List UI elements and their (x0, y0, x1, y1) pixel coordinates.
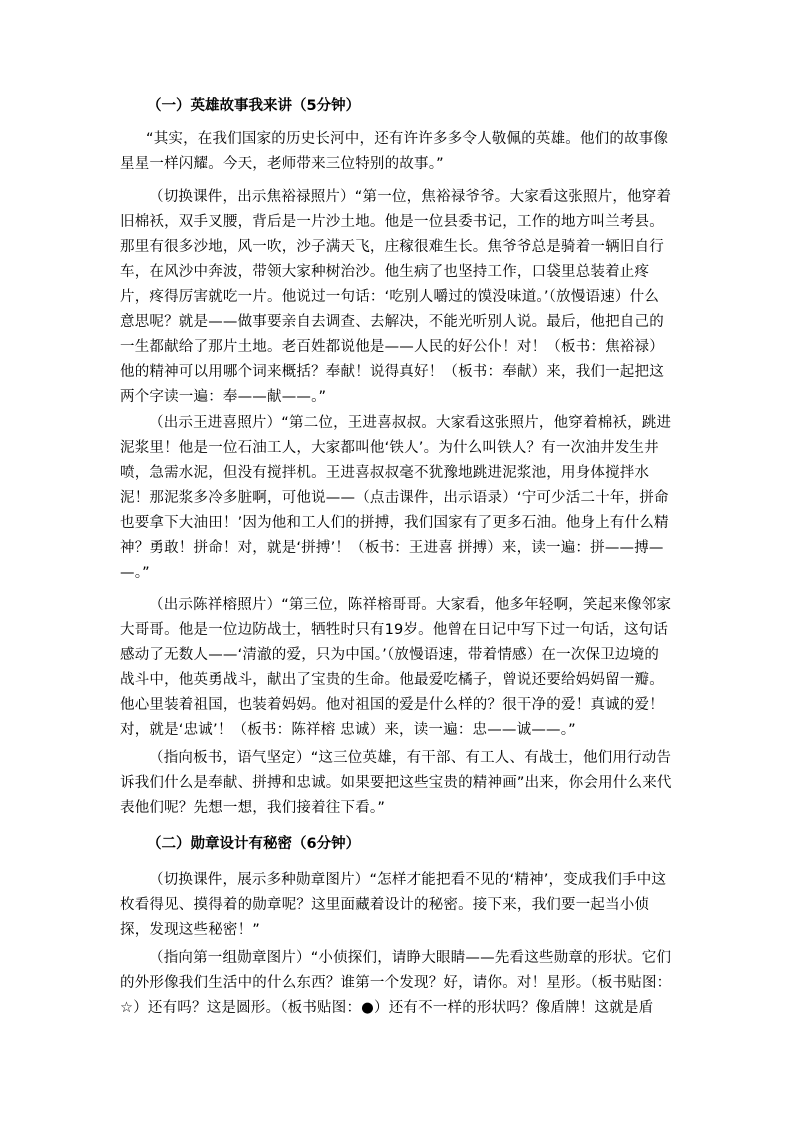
text-line: 表他们呢？先想一想，我们接着往下看。” (120, 800, 386, 816)
text-line: 车，在风沙中奔波，带领大家种树治沙。他生病了也坚持工作，口袋里总装着止疼 (120, 264, 650, 280)
text-line: 喷，急需水泥，但没有搅拌机。王进喜叔叔毫不犹豫地跳进泥浆池，用身体搅拌水 (120, 465, 650, 481)
text-line: 也要拿下大油田！’因为他和工人们的拼搏，我们国家有了更多石油。他身上有什么精 (120, 515, 669, 531)
text-line: 一生都献给了那片土地。老百姓都说他是——人民的好公仆！对！（板书：焦裕禄） (120, 339, 664, 355)
paragraph (120, 946, 680, 1021)
text-line: （出示陈祥榕照片）“第三位，陈祥榕哥哥。大家看，他多年轻啊，笑起来像邻家 (149, 597, 672, 613)
section-heading: （二）勋章设计有秘密（6分钟） (147, 836, 361, 852)
text-line: 旧棉袄，双手叉腰，背后是一片沙土地。他是一位县委书记，工作的地方叫兰考县。 (120, 214, 664, 230)
text-line: （指向板书，语气坚定）“这三位英雄，有干部、有工人、有战士，他们用行动告 (149, 750, 672, 766)
text-line: 泥浆里！他是一位石油工人，大家都叫他‘铁人’。为什么叫铁人？有一次油井发生井 (120, 440, 659, 456)
text-line: （指向第一组勋章图片）“小侦探们，请睁大眼睛——先看这些勋章的形状。它们 (149, 950, 672, 966)
text-line: 的外形像我们生活中的什么东西？谁第一个发现？好，请你。对！星形。（板书贴图： (120, 975, 672, 991)
text-line: 意思呢？就是——做事要亲自去调查、去解决，不能光听别人说。最后，他把自己的 (120, 314, 664, 330)
text-line: 星星一样闪耀。今天，老师带来三位特别的故事。” (120, 156, 444, 172)
paragraph (120, 127, 680, 177)
text-line: 战斗中，他英勇战斗，献出了宝贵的生命。他最爱吃橘子，曾说还要给妈妈留一瓣。 (120, 672, 664, 688)
text-line: 大哥哥。他是一位边防战士，牺牲时只有19岁。他曾在日记中写下过一句话，这句话 (120, 622, 669, 638)
text-line: —。” (120, 565, 150, 581)
text-line: 对，就是‘忠诚’！（板书：陈祥榕 忠诚）来，读一遍：忠——诚——。” (120, 722, 576, 738)
paragraph (120, 593, 680, 743)
text-line: （切换课件，展示多种勋章图片）“怎样才能把看不见的‘精神’，变成我们手中这 (149, 872, 667, 888)
paragraph (120, 746, 680, 821)
text-line: （出示王进喜照片）“第二位，王进喜叔叔。大家看这张照片，他穿着棉袄，跳进 (149, 415, 672, 431)
text-line: 神？勇敢！拼命！对，就是‘拼搏’！（板书：王进喜 拼搏）来，读一遍：拼——搏— (120, 540, 664, 556)
text-line: ☆）还有吗？这是圆形。（板书贴图：●）还有不一样的形状吗？像盾牌！这就是盾 (120, 1000, 654, 1016)
paragraph (120, 411, 680, 586)
text-line: 感动了无数人——‘清澈的爱，只为中国。’（放慢语速，带着情感）在一次保卫边境的 (120, 647, 660, 663)
text-line: 探，发现这些秘密！” (120, 922, 261, 938)
text-line: 泥！那泥浆多冷多脏啊，可他说——（点击课件，出示语录）‘宁可少活二十年，拼命 (120, 490, 669, 506)
text-line: （切换课件，出示焦裕禄照片）“第一位，焦裕禄爷爷。大家看这张照片，他穿着 (149, 189, 672, 205)
text-line: 枚看得见、摸得着的勋章呢？这里面藏着设计的秘密。接下来，我们要一起当小侦 (120, 897, 650, 913)
paragraph (120, 868, 680, 943)
text-line: “其实，在我们国家的历史长河中，还有许许多多令人敬佩的英雄。他们的故事像 (146, 131, 669, 147)
text-line: 他的精神可以用哪个词来概括？奉献！说得真好！（板书：奉献）来，我们一起把这 (120, 364, 664, 380)
text-line: 两个字读一遍：奉——献——。” (120, 389, 327, 405)
paragraph (120, 185, 680, 410)
text-line: 片，疼得厉害就吃一片。他说过一句话：‘吃别人嚼过的馍没味道。’（放慢语速）什么 (120, 289, 660, 305)
text-line: 诉我们什么是奉献、拼搏和忠诚。如果要把这些宝贵的精神画”出来，你会用什么来代 (120, 775, 672, 791)
text-line: 他心里装着祖国，也装着妈妈。他对祖国的爱是什么样的？很干净的爱！真诚的爱！ (120, 697, 664, 713)
section-heading: （一）英雄故事我来讲（5分钟） (147, 98, 361, 114)
text-line: 那里有很多沙地，风一吹，沙子满天飞，庄稼很难生长。焦爷爷总是骑着一辆旧自行 (120, 239, 664, 255)
